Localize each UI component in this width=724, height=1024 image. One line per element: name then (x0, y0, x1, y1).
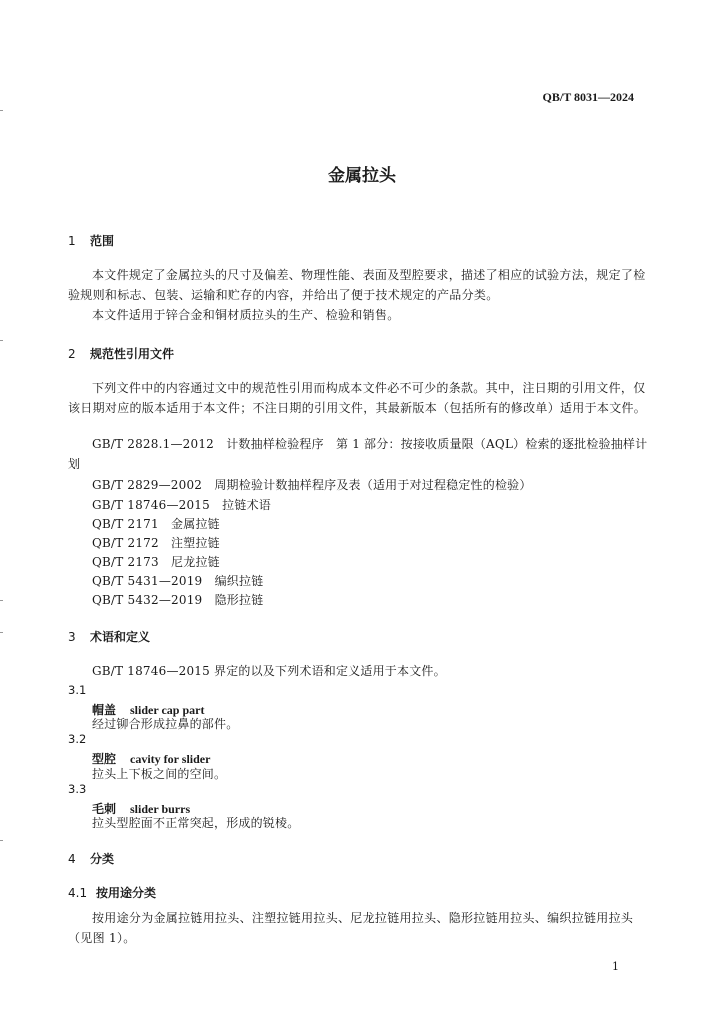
standard-code: QB/T 8031—2024 (542, 90, 634, 104)
section-1-heading (68, 232, 114, 249)
scan-edge-mark (0, 840, 3, 841)
reference-item: QB/T 2172 注塑拉链 (92, 536, 220, 550)
document-title: 金属拉头 (328, 166, 396, 186)
term-definition: 拉头上下板之间的空间。 (92, 767, 227, 781)
reference-item: GB/T 2828.1—2012 计数抽样检验程序 第 1 部分：按接收质量限（AQL）检索的逐批检验抽样计划 (68, 437, 648, 471)
reference-item: GB/T 18746—2015 拉链术语 (92, 498, 271, 512)
scope-paragraph-1: 本文件规定了金属拉头的尺寸及偏差、物理性能、表面及型腔要求，描述了相应的试验方法，规定了检验规则和标志、包装、运输和贮存的内容，并给出了便于技术规定的产品分类。 (68, 268, 646, 302)
subsection-title: 按用途分类 (96, 886, 157, 900)
scan-edge-mark (0, 632, 3, 633)
reference-item: GB/T 2829—2002 周期检验计数抽样程序及表（适用于对过程稳定性的检验） (92, 478, 532, 492)
section-title: 规范性引用文件 (90, 347, 175, 361)
term-english: slider burrs (130, 802, 191, 816)
term-english: slider cap part (130, 703, 205, 717)
term-chinese: 帽盖 (92, 703, 117, 717)
section-number: 4 (68, 852, 76, 866)
section-number: 2 (68, 347, 76, 361)
section-number: 3 (68, 630, 76, 644)
classification-paragraph: 按用途分为金属拉链用拉头、注塑拉链用拉头、尼龙拉链用拉头、隐形拉链用拉头、编织拉链用拉头（见图 1）。 (68, 911, 634, 945)
term-number: 3.1 (68, 683, 87, 697)
term-chinese: 毛刺 (92, 802, 117, 816)
term-definition: 经过铆合形成拉鼻的部件。 (92, 717, 239, 731)
references-intro: 下列文件中的内容通过文中的规范性引用而构成本文件必不可少的条款。其中，注日期的引用文件，仅该日期对应的版本适用于本文件；不注日期的引用文件，其最新版本（包括所有的修改单）适用于本文件。 (68, 381, 647, 415)
scan-edge-mark (0, 600, 3, 601)
reference-item: QB/T 2173 尼龙拉链 (92, 555, 220, 569)
term-chinese: 型腔 (92, 752, 117, 766)
scan-edge-mark (0, 110, 3, 111)
section-title: 分类 (90, 852, 115, 866)
terms-intro: GB/T 18746—2015 界定的以及下列术语和定义适用于本文件。 (92, 664, 446, 678)
page-number: 1 (612, 960, 619, 973)
reference-item: QB/T 2171 金属拉链 (92, 517, 220, 531)
scan-edge-mark (0, 340, 3, 341)
section-3-heading (68, 628, 150, 645)
term-number: 3.3 (68, 782, 87, 796)
reference-item: QB/T 5431—2019 编织拉链 (92, 574, 264, 588)
term-number: 3.2 (68, 732, 87, 746)
term-english: cavity for slider (130, 752, 211, 766)
subsection-number: 4.1 (68, 886, 88, 900)
scope-paragraph-2: 本文件适用于锌合金和铜材质拉头的生产、检验和销售。 (92, 308, 400, 322)
subsection-4-1-heading (68, 884, 156, 901)
section-title: 术语和定义 (90, 630, 151, 644)
section-title: 范围 (90, 234, 115, 248)
reference-item: QB/T 5432—2019 隐形拉链 (92, 593, 264, 607)
section-2-heading (68, 345, 174, 362)
section-number: 1 (68, 234, 76, 248)
section-4-heading (68, 850, 114, 867)
term-definition: 拉头型腔面不正常突起，形成的锐棱。 (92, 816, 300, 830)
